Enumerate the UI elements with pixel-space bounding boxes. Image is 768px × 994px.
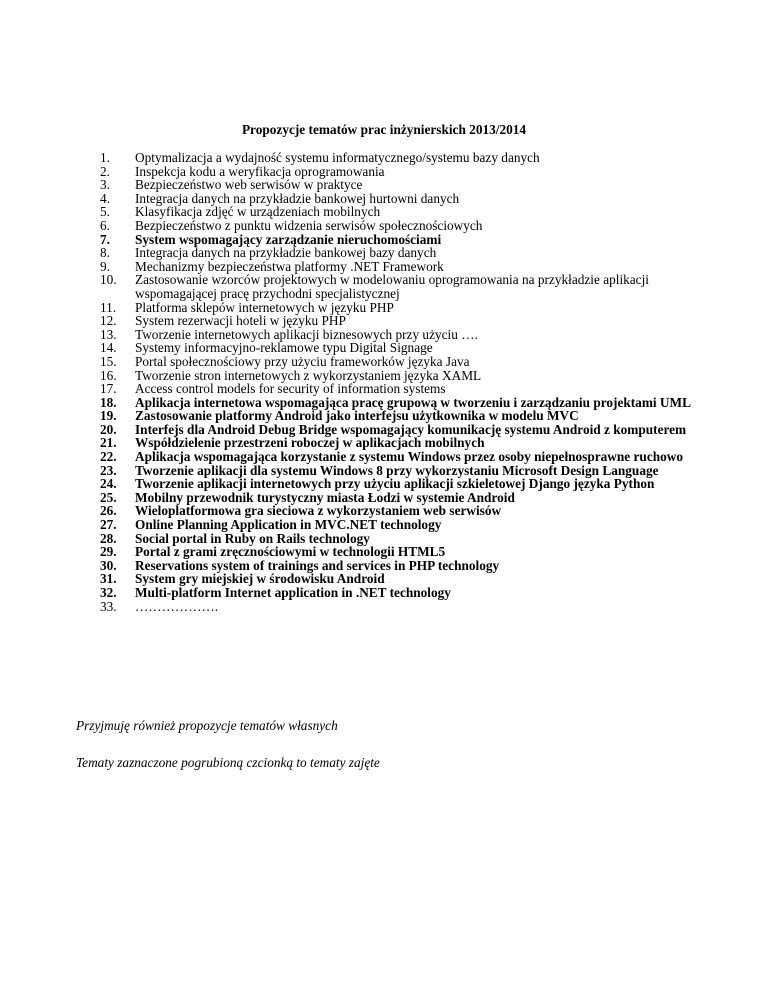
topic-number: 32.: [100, 585, 117, 600]
topic-item: [100, 301, 700, 315]
topic-item: [100, 532, 700, 546]
topic-item: [100, 396, 700, 410]
topic-item: [100, 219, 700, 233]
topic-item: [100, 151, 700, 165]
own-topics-note: Przyjmuję również propozycje tematów własnych: [76, 718, 338, 733]
topic-text: Bezpieczeństwo z punktu widzenia serwisów społecznościowych: [135, 217, 483, 233]
topic-item: [100, 192, 700, 206]
topic-text: Multi-platform Internet application in .NET technology: [135, 585, 451, 600]
topic-text: Współdzielenie przestrzeni roboczej w aplikacjach mobilnych: [135, 435, 485, 451]
topic-number: 5.: [100, 204, 110, 220]
topic-text: Aplikacja wspomagająca korzystanie z systemu Windows przez osoby niepełnosprawne ruchowo: [135, 449, 684, 465]
topic-text: Mechanizmy bezpieczeństwa platformy .NET Framework: [135, 258, 444, 274]
topic-number: 9.: [100, 258, 110, 274]
topic-number: 10.: [100, 272, 117, 288]
topic-number: 3.: [100, 177, 110, 193]
topic-number: 17.: [100, 381, 117, 397]
topic-text: Zastosowanie platformy Android jako interfejsu użytkownika w modelu MVC: [135, 408, 579, 424]
topic-item: [100, 355, 700, 369]
topic-number: 31.: [100, 571, 117, 587]
topic-number: 23.: [100, 462, 117, 478]
page-title: Propozycje tematów prac inżynierskich 2013/2014: [241, 122, 527, 137]
topic-item: [100, 600, 700, 614]
topic-item: [100, 436, 700, 450]
topic-text: Online Planning Application in MVC.NET technology: [135, 517, 442, 533]
topic-item: [100, 450, 700, 464]
topic-item: [100, 477, 700, 491]
topic-item: [100, 314, 700, 328]
topic-number: 30.: [100, 557, 117, 573]
topic-item: [100, 328, 700, 342]
topic-item: [100, 586, 700, 600]
topic-text: Access control models for security of information systems: [135, 381, 446, 397]
topic-item: [100, 423, 700, 437]
topic-item: [100, 382, 700, 396]
topic-number: 11.: [100, 299, 117, 315]
topic-number: 22.: [100, 449, 117, 465]
topic-text: System wspomagający zarządzanie nieruchomościami: [135, 231, 442, 247]
topic-number: 19.: [100, 408, 117, 424]
topic-number: 6.: [100, 217, 110, 233]
topic-item: [100, 369, 700, 383]
topic-item: [100, 246, 700, 260]
topic-text: Platforma sklepów internetowych w języku PHP: [135, 299, 394, 315]
topic-number: 20.: [100, 421, 117, 437]
topic-item: [100, 409, 700, 423]
topic-text: Portal z grami zręcznościowymi w technologii HTML5: [135, 544, 446, 560]
topic-text: Inspekcja kodu a weryfikacja oprogramowania: [135, 163, 385, 179]
topic-item: [100, 572, 700, 586]
topic-text: Interfejs dla Android Debug Bridge wspomagający komunikację systemu Android z komputerem: [135, 421, 687, 437]
topic-number: 8.: [100, 245, 110, 261]
topic-item: [100, 341, 700, 355]
topic-text: Tworzenie aplikacji dla systemu Windows 8 przy wykorzystaniu Microsoft Design Language: [135, 462, 659, 478]
topic-list: [100, 151, 700, 613]
topic-number: 1.: [100, 150, 110, 165]
topic-number: 4.: [100, 190, 110, 206]
topic-text: Wieloplatformowa gra sieciowa z wykorzystaniem web serwisów: [135, 503, 502, 519]
topic-text: Optymalizacja a wydajność systemu informatycznego/systemu bazy danych: [135, 150, 540, 165]
topic-number: 18.: [100, 394, 117, 410]
topic-item: [100, 205, 700, 219]
topic-text: Bezpieczeństwo web serwisów w praktyce: [135, 177, 363, 193]
topic-item: [100, 273, 700, 300]
topic-text: ……………….: [135, 598, 219, 614]
topic-item: [100, 464, 700, 478]
topic-text: Integracja danych na przykładzie bankowej hurtowni danych: [135, 190, 460, 206]
topic-number: 25.: [100, 489, 117, 505]
topic-text: Tworzenie stron internetowych z wykorzystaniem języka XAML: [135, 367, 482, 383]
topic-item: [100, 260, 700, 274]
topic-number: 12.: [100, 313, 117, 329]
topic-item: [100, 491, 700, 505]
topic-number: 7.: [100, 231, 110, 247]
topic-number: 26.: [100, 503, 117, 519]
topic-text: Zastosowanie wzorców projektowych w modelowaniu oprogramowania na przykładzie aplikacji wspomagającej pracę przychodni specjalistycznej: [135, 272, 649, 301]
topic-item: [100, 233, 700, 247]
topic-number: 14.: [100, 340, 117, 356]
topic-text: System rezerwacji hoteli w języku PHP: [135, 313, 346, 329]
topic-item: [100, 518, 700, 532]
topic-number: 15.: [100, 353, 117, 369]
topic-number: 33.: [100, 598, 117, 614]
topic-item: [100, 165, 700, 179]
topic-text: Mobilny przewodnik turystyczny miasta Łodzi w systemie Android: [135, 489, 515, 505]
topic-item: [100, 178, 700, 192]
topic-number: 13.: [100, 326, 117, 342]
topic-item: [100, 504, 700, 518]
topic-number: 28.: [100, 530, 117, 546]
topic-text: Tworzenie aplikacji internetowych przy użyciu aplikacji szkieletowej Django języka Python: [135, 476, 655, 492]
topic-number: 29.: [100, 544, 117, 560]
bold-taken-note: Tematy zaznaczone pogrubioną czcionką to tematy zajęte: [76, 755, 380, 770]
topic-text: Social portal in Ruby on Rails technology: [135, 530, 370, 546]
topic-number: 2.: [100, 163, 110, 179]
topic-text: System gry miejskiej w środowisku Android: [135, 571, 385, 587]
topic-number: 21.: [100, 435, 117, 451]
topic-number: 16.: [100, 367, 117, 383]
topic-text: Portal społecznościowy przy użyciu frameworków języka Java: [135, 353, 470, 369]
topic-number: 27.: [100, 517, 117, 533]
topic-item: [100, 545, 700, 559]
topic-text: Tworzenie internetowych aplikacji biznesowych przy użyciu ….: [135, 326, 478, 342]
topic-text: Systemy informacyjno-reklamowe typu Digital Signage: [135, 340, 433, 356]
topic-item: [100, 559, 700, 573]
topic-number: 24.: [100, 476, 117, 492]
topic-text: Klasyfikacja zdjęć w urządzeniach mobilnych: [135, 204, 381, 220]
topic-text: Integracja danych na przykładzie bankowej bazy danych: [135, 245, 437, 261]
topic-text: Reservations system of trainings and services in PHP technology: [135, 557, 500, 573]
topic-text: Aplikacja internetowa wspomagająca pracę grupową w tworzeniu i zarządzaniu projektami UML: [135, 394, 691, 410]
